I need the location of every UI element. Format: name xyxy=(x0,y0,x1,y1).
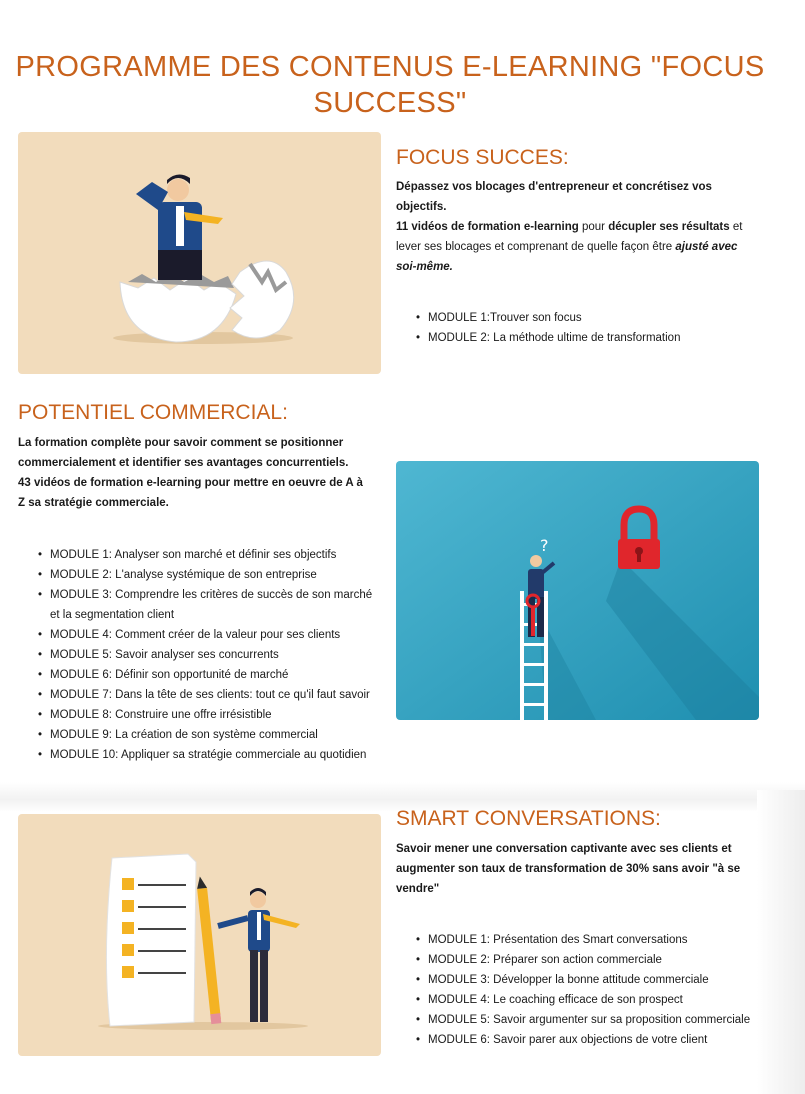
focus-intro-line2 xyxy=(396,217,758,277)
focus-intro-2d: et lever ses blocages et comprenant de quelle façon être xyxy=(396,221,743,253)
section-heading-commercial: POTENTIEL COMMERCIAL: xyxy=(18,401,288,424)
list-item: • MODULE 2: Préparer son action commerciale xyxy=(416,950,761,970)
focus-module-list xyxy=(416,308,756,348)
list-item: • MODULE 7: Dans la tête de ses clients: tout ce qu'il faut savoir xyxy=(38,685,383,705)
list-item: • MODULE 6: Savoir parer aux objections de votre client xyxy=(416,1030,761,1050)
list-item: • MODULE 2: La méthode ultime de transformation xyxy=(416,328,756,348)
commercial-module-list xyxy=(38,545,383,765)
list-item: • MODULE 3: Comprendre les critères de succès de son marché et la segmentation client xyxy=(38,585,383,625)
ladder-lock-illustration xyxy=(396,461,759,720)
list-item: • MODULE 1: Présentation des Smart conversations xyxy=(416,930,761,950)
egg-illustration xyxy=(18,132,381,374)
checklist-illustration xyxy=(18,814,381,1056)
commercial-intro-line1: La formation complète pour savoir comment se positionner commercialement et identifier ses avantages concurrentiels. xyxy=(18,437,349,469)
page-edge-shadow xyxy=(757,790,805,1094)
smart-intro: Savoir mener une conversation captivante avec ses clients et augmenter son taux de transformation de 30% sans avoir "à se vendre" xyxy=(396,843,741,895)
section-heading-smart: SMART CONVERSATIONS: xyxy=(396,807,661,830)
list-item: • MODULE 3: Développer la bonne attitude commerciale xyxy=(416,970,761,990)
focus-intro xyxy=(396,177,758,277)
focus-intro-line1: Dépassez vos blocages d'entrepreneur et concrétisez vos objectifs. xyxy=(396,181,712,213)
focus-intro-2c: décupler ses résultats xyxy=(608,221,730,233)
list-item: • MODULE 4: Le coaching efficace de son prospect xyxy=(416,990,761,1010)
list-item: • MODULE 9: La création de son système commercial xyxy=(38,725,383,745)
page-title: PROGRAMME DES CONTENUS E-LEARNING "FOCUS SUCCESS" xyxy=(15,51,765,120)
list-item: • MODULE 1:Trouver son focus xyxy=(416,308,756,328)
commercial-intro xyxy=(18,433,373,513)
focus-intro-2b: pour xyxy=(578,221,609,233)
svg-text:?: ? xyxy=(540,536,549,555)
list-item: • MODULE 1: Analyser son marché et définir ses objectifs xyxy=(38,545,383,565)
focus-intro-2a: 11 vidéos de formation e-learning xyxy=(396,221,579,233)
focus-intro-2e: ajusté avec soi-même. xyxy=(396,241,738,273)
commercial-intro-line2: 43 vidéos de formation e-learning pour mettre en oeuvre de A à Z sa stratégie commerciale. xyxy=(18,477,363,509)
smart-module-list xyxy=(416,930,761,1050)
list-item: • MODULE 4: Comment créer de la valeur pour ses clients xyxy=(38,625,383,645)
list-item: • MODULE 10: Appliquer sa stratégie commerciale au quotidien xyxy=(38,745,383,765)
list-item: • MODULE 5: Savoir argumenter sur sa proposition commerciale xyxy=(416,1010,761,1030)
list-item: • MODULE 2: L'analyse systémique de son entreprise xyxy=(38,565,383,585)
list-item: • MODULE 5: Savoir analyser ses concurrents xyxy=(38,645,383,665)
section-heading-focus: FOCUS SUCCES: xyxy=(396,146,569,169)
list-item: • MODULE 6: Définir son opportunité de marché xyxy=(38,665,383,685)
list-item: • MODULE 8: Construire une offre irrésistible xyxy=(38,705,383,725)
